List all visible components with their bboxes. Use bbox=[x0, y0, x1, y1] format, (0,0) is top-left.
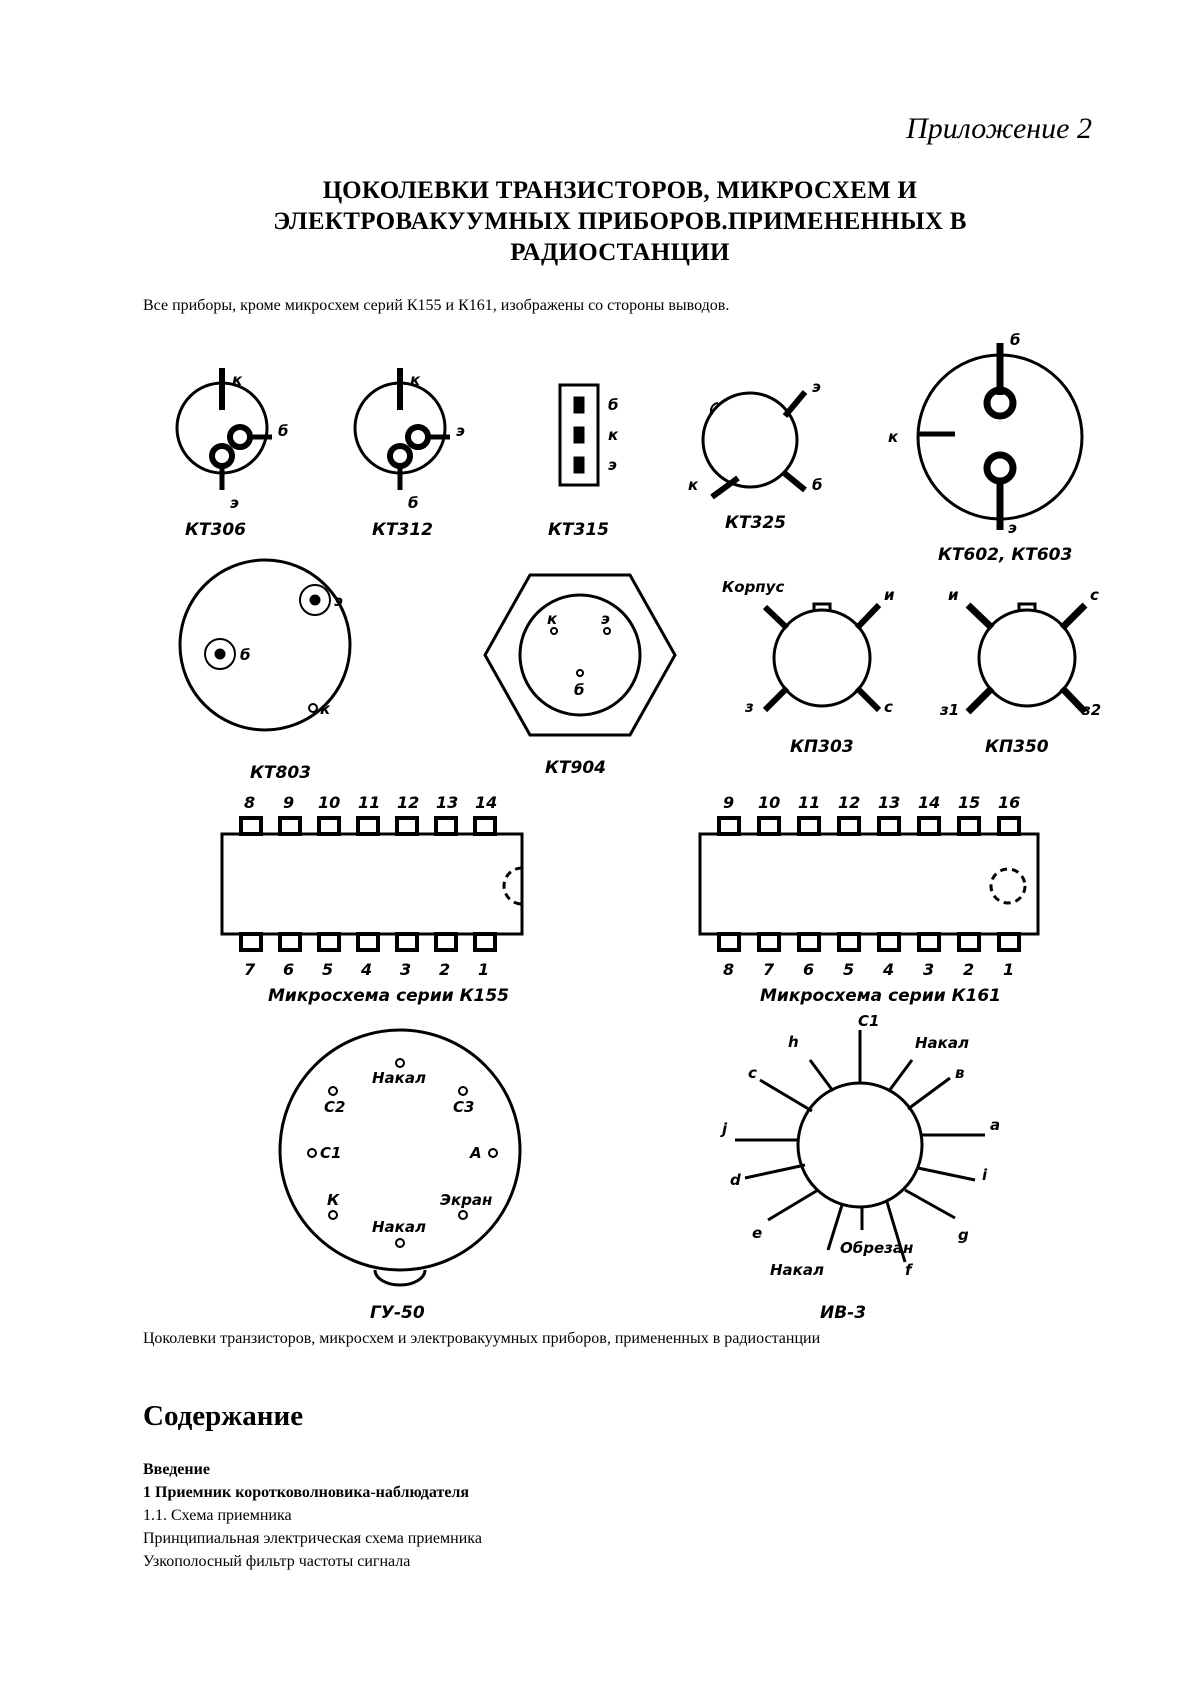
kt325-pin-label: э bbox=[812, 378, 821, 396]
kt602-pin-label: к bbox=[888, 428, 899, 446]
kt312-diagram bbox=[355, 368, 450, 490]
iv3-name: ИВ-3 bbox=[820, 1303, 867, 1323]
gu50-pin-label: Экран bbox=[440, 1191, 493, 1209]
kt602-kt603-diagram bbox=[918, 343, 1082, 530]
k161-diagram bbox=[700, 818, 1038, 950]
k155-top-pin: 10 bbox=[318, 793, 341, 812]
k155-top-pin: 11 bbox=[358, 793, 381, 812]
kp350-name: КП350 bbox=[985, 737, 1049, 757]
k161-top-pin: 15 bbox=[958, 793, 981, 812]
kp350-pin-label: с bbox=[1090, 586, 1099, 604]
k161-top-pin: 11 bbox=[798, 793, 821, 812]
k161-bottom-pin: 8 bbox=[723, 960, 735, 979]
gu50-pin-label: С3 bbox=[453, 1098, 475, 1116]
toc-heading: Содержание bbox=[143, 1400, 304, 1432]
iv3-pin-label: d bbox=[730, 1171, 741, 1189]
k161-bottom-pin: 3 bbox=[923, 960, 935, 979]
kt315-pin-label: б bbox=[608, 396, 619, 414]
k161-bottom-pin: 5 bbox=[843, 960, 855, 979]
toc-item[interactable]: 1.1. Схема приемника bbox=[143, 1507, 292, 1524]
k161-top-pin: 12 bbox=[838, 793, 861, 812]
table-of-contents bbox=[143, 1458, 482, 1573]
gu50-pin-label: Накал bbox=[372, 1069, 426, 1087]
toc-item[interactable]: Принципиальная электрическая схема приемника bbox=[143, 1530, 482, 1547]
iv3-pin-label: f bbox=[905, 1261, 912, 1279]
k155-bottom-pin: 5 bbox=[322, 960, 334, 979]
kt306-pin-label: к bbox=[232, 371, 243, 389]
iv3-pin-label: Накал bbox=[770, 1261, 824, 1279]
kt312-name: КТ312 bbox=[372, 520, 433, 540]
kt306-name: КТ306 bbox=[185, 520, 246, 540]
iv3-pin-label: j bbox=[722, 1120, 728, 1138]
kt602-pin-label: э bbox=[1008, 519, 1017, 537]
kt325-pin-label: к bbox=[688, 476, 699, 494]
k155-bottom-pin: 6 bbox=[283, 960, 295, 979]
iv3-pin-label: i bbox=[982, 1166, 988, 1184]
k161-top-pin: 16 bbox=[998, 793, 1021, 812]
kt325-pin-label: б bbox=[812, 476, 823, 494]
k155-top-pin: 13 bbox=[436, 793, 459, 812]
k161-top-pin: 10 bbox=[758, 793, 781, 812]
kp350-pin-label: з2 bbox=[1082, 701, 1102, 719]
kt602-pin-label: б bbox=[1010, 331, 1021, 349]
k155-bottom-pin: 3 bbox=[400, 960, 412, 979]
kt306-diagram bbox=[177, 368, 272, 490]
iv3-pin-label: в bbox=[955, 1064, 965, 1082]
k155-bottom-pin: 4 bbox=[361, 960, 373, 979]
iv3-pin-label: С1 bbox=[858, 1012, 880, 1030]
k155-top-pin: 8 bbox=[244, 793, 256, 812]
kt315-diagram bbox=[560, 385, 598, 485]
kp303-pin-label: и bbox=[884, 586, 895, 604]
kt325-diagram bbox=[703, 392, 805, 497]
k161-top-pin: 14 bbox=[918, 793, 941, 812]
k155-bottom-pin: 1 bbox=[478, 960, 490, 979]
k161-top-pin: 9 bbox=[723, 793, 735, 812]
kt803-pin-label: э bbox=[334, 592, 343, 610]
kp303-pin-label: Корпус bbox=[722, 578, 785, 596]
gu50-name: ГУ-50 bbox=[370, 1303, 425, 1323]
k155-top-pin: 12 bbox=[397, 793, 420, 812]
k155-bottom-pin: 2 bbox=[439, 960, 451, 979]
iv3-pin-label: h bbox=[788, 1033, 799, 1051]
kp303-pin-label: с bbox=[884, 698, 893, 716]
appendix-label: Приложение 2 bbox=[906, 112, 1092, 145]
kt904-pin-label: к bbox=[547, 610, 558, 628]
kp350-pin-label: з1 bbox=[940, 701, 960, 719]
k155-bottom-pin: 7 bbox=[244, 960, 256, 979]
k155-diagram bbox=[222, 818, 522, 950]
toc-item[interactable]: Узкополосный фильтр частоты сигнала bbox=[143, 1553, 411, 1570]
kt803-pin-label: б bbox=[240, 646, 251, 664]
kt315-name: КТ315 bbox=[548, 520, 609, 540]
iv3-pin-label: Накал bbox=[915, 1034, 969, 1052]
kt602-kt603-name: КТ602, КТ603 bbox=[938, 545, 1073, 565]
kp303-diagram bbox=[765, 604, 879, 710]
kt803-name: КТ803 bbox=[250, 763, 311, 783]
kp350-diagram bbox=[968, 604, 1085, 712]
gu50-pin-label: А bbox=[470, 1144, 482, 1162]
kt306-pin-label: б bbox=[278, 422, 289, 440]
iv3-diagram bbox=[735, 1030, 985, 1262]
intro-text: Все приборы, кроме микросхем серий К155 и К161, изображены со стороны выводов. bbox=[143, 297, 730, 314]
gu50-pin-label: К bbox=[327, 1191, 340, 1209]
kt315-pin-label: к bbox=[608, 426, 619, 444]
kt315-pin-label: э bbox=[608, 456, 617, 474]
title-line: РАДИОСТАНЦИИ bbox=[510, 239, 730, 266]
figure-caption: Цоколевки транзисторов, микросхем и электровакуумных приборов, примененных в радиостанции bbox=[143, 1330, 821, 1347]
kt904-pin-label: б bbox=[574, 681, 585, 699]
k161-name: Микросхема серии К161 bbox=[760, 986, 1001, 1006]
gu50-pin-label: С1 bbox=[320, 1144, 342, 1162]
title-line: ЦОКОЛЕВКИ ТРАНЗИСТОРОВ, МИКРОСХЕМ И bbox=[322, 177, 918, 204]
toc-item[interactable]: Введение bbox=[143, 1461, 210, 1478]
k155-name: Микросхема серии К155 bbox=[268, 986, 509, 1006]
iv3-pin-label: а bbox=[990, 1116, 1001, 1134]
kp303-pin-label: з bbox=[745, 698, 754, 716]
iv3-pin-label: g bbox=[958, 1226, 969, 1244]
kp303-name: КП303 bbox=[790, 737, 854, 757]
k161-top-pin: 13 bbox=[878, 793, 901, 812]
kt904-name: КТ904 bbox=[545, 758, 606, 778]
toc-item[interactable]: 1 Приемник коротковолновика-наблюдателя bbox=[143, 1484, 470, 1501]
gu50-pin-label: Накал bbox=[372, 1218, 426, 1236]
k161-bottom-pin: 7 bbox=[763, 960, 775, 979]
k155-top-pin: 14 bbox=[475, 793, 498, 812]
kt904-pin-label: э bbox=[601, 610, 610, 628]
iv3-pin-label: Обрезан bbox=[840, 1239, 914, 1257]
kt904-diagram bbox=[485, 575, 675, 735]
kp350-pin-label: и bbox=[948, 586, 959, 604]
kt312-pin-label: э bbox=[456, 422, 465, 440]
k161-bottom-pin: 6 bbox=[803, 960, 815, 979]
kt306-pin-label: э bbox=[230, 494, 239, 512]
k161-bottom-pin: 4 bbox=[883, 960, 895, 979]
k161-bottom-pin: 1 bbox=[1003, 960, 1015, 979]
kt325-name: КТ325 bbox=[725, 513, 786, 533]
gu50-pin-label: С2 bbox=[324, 1098, 346, 1116]
kt312-pin-label: б bbox=[408, 494, 419, 512]
title-line: ЭЛЕКТРОВАКУУМНЫХ ПРИБОРОВ.ПРИМЕНЕННЫХ В bbox=[273, 208, 967, 235]
kt312-pin-label: к bbox=[410, 371, 421, 389]
iv3-pin-label: е bbox=[752, 1224, 763, 1242]
kt803-pin-label: к bbox=[320, 700, 331, 718]
k155-top-pin: 9 bbox=[283, 793, 295, 812]
iv3-pin-label: с bbox=[748, 1064, 757, 1082]
k161-bottom-pin: 2 bbox=[963, 960, 975, 979]
